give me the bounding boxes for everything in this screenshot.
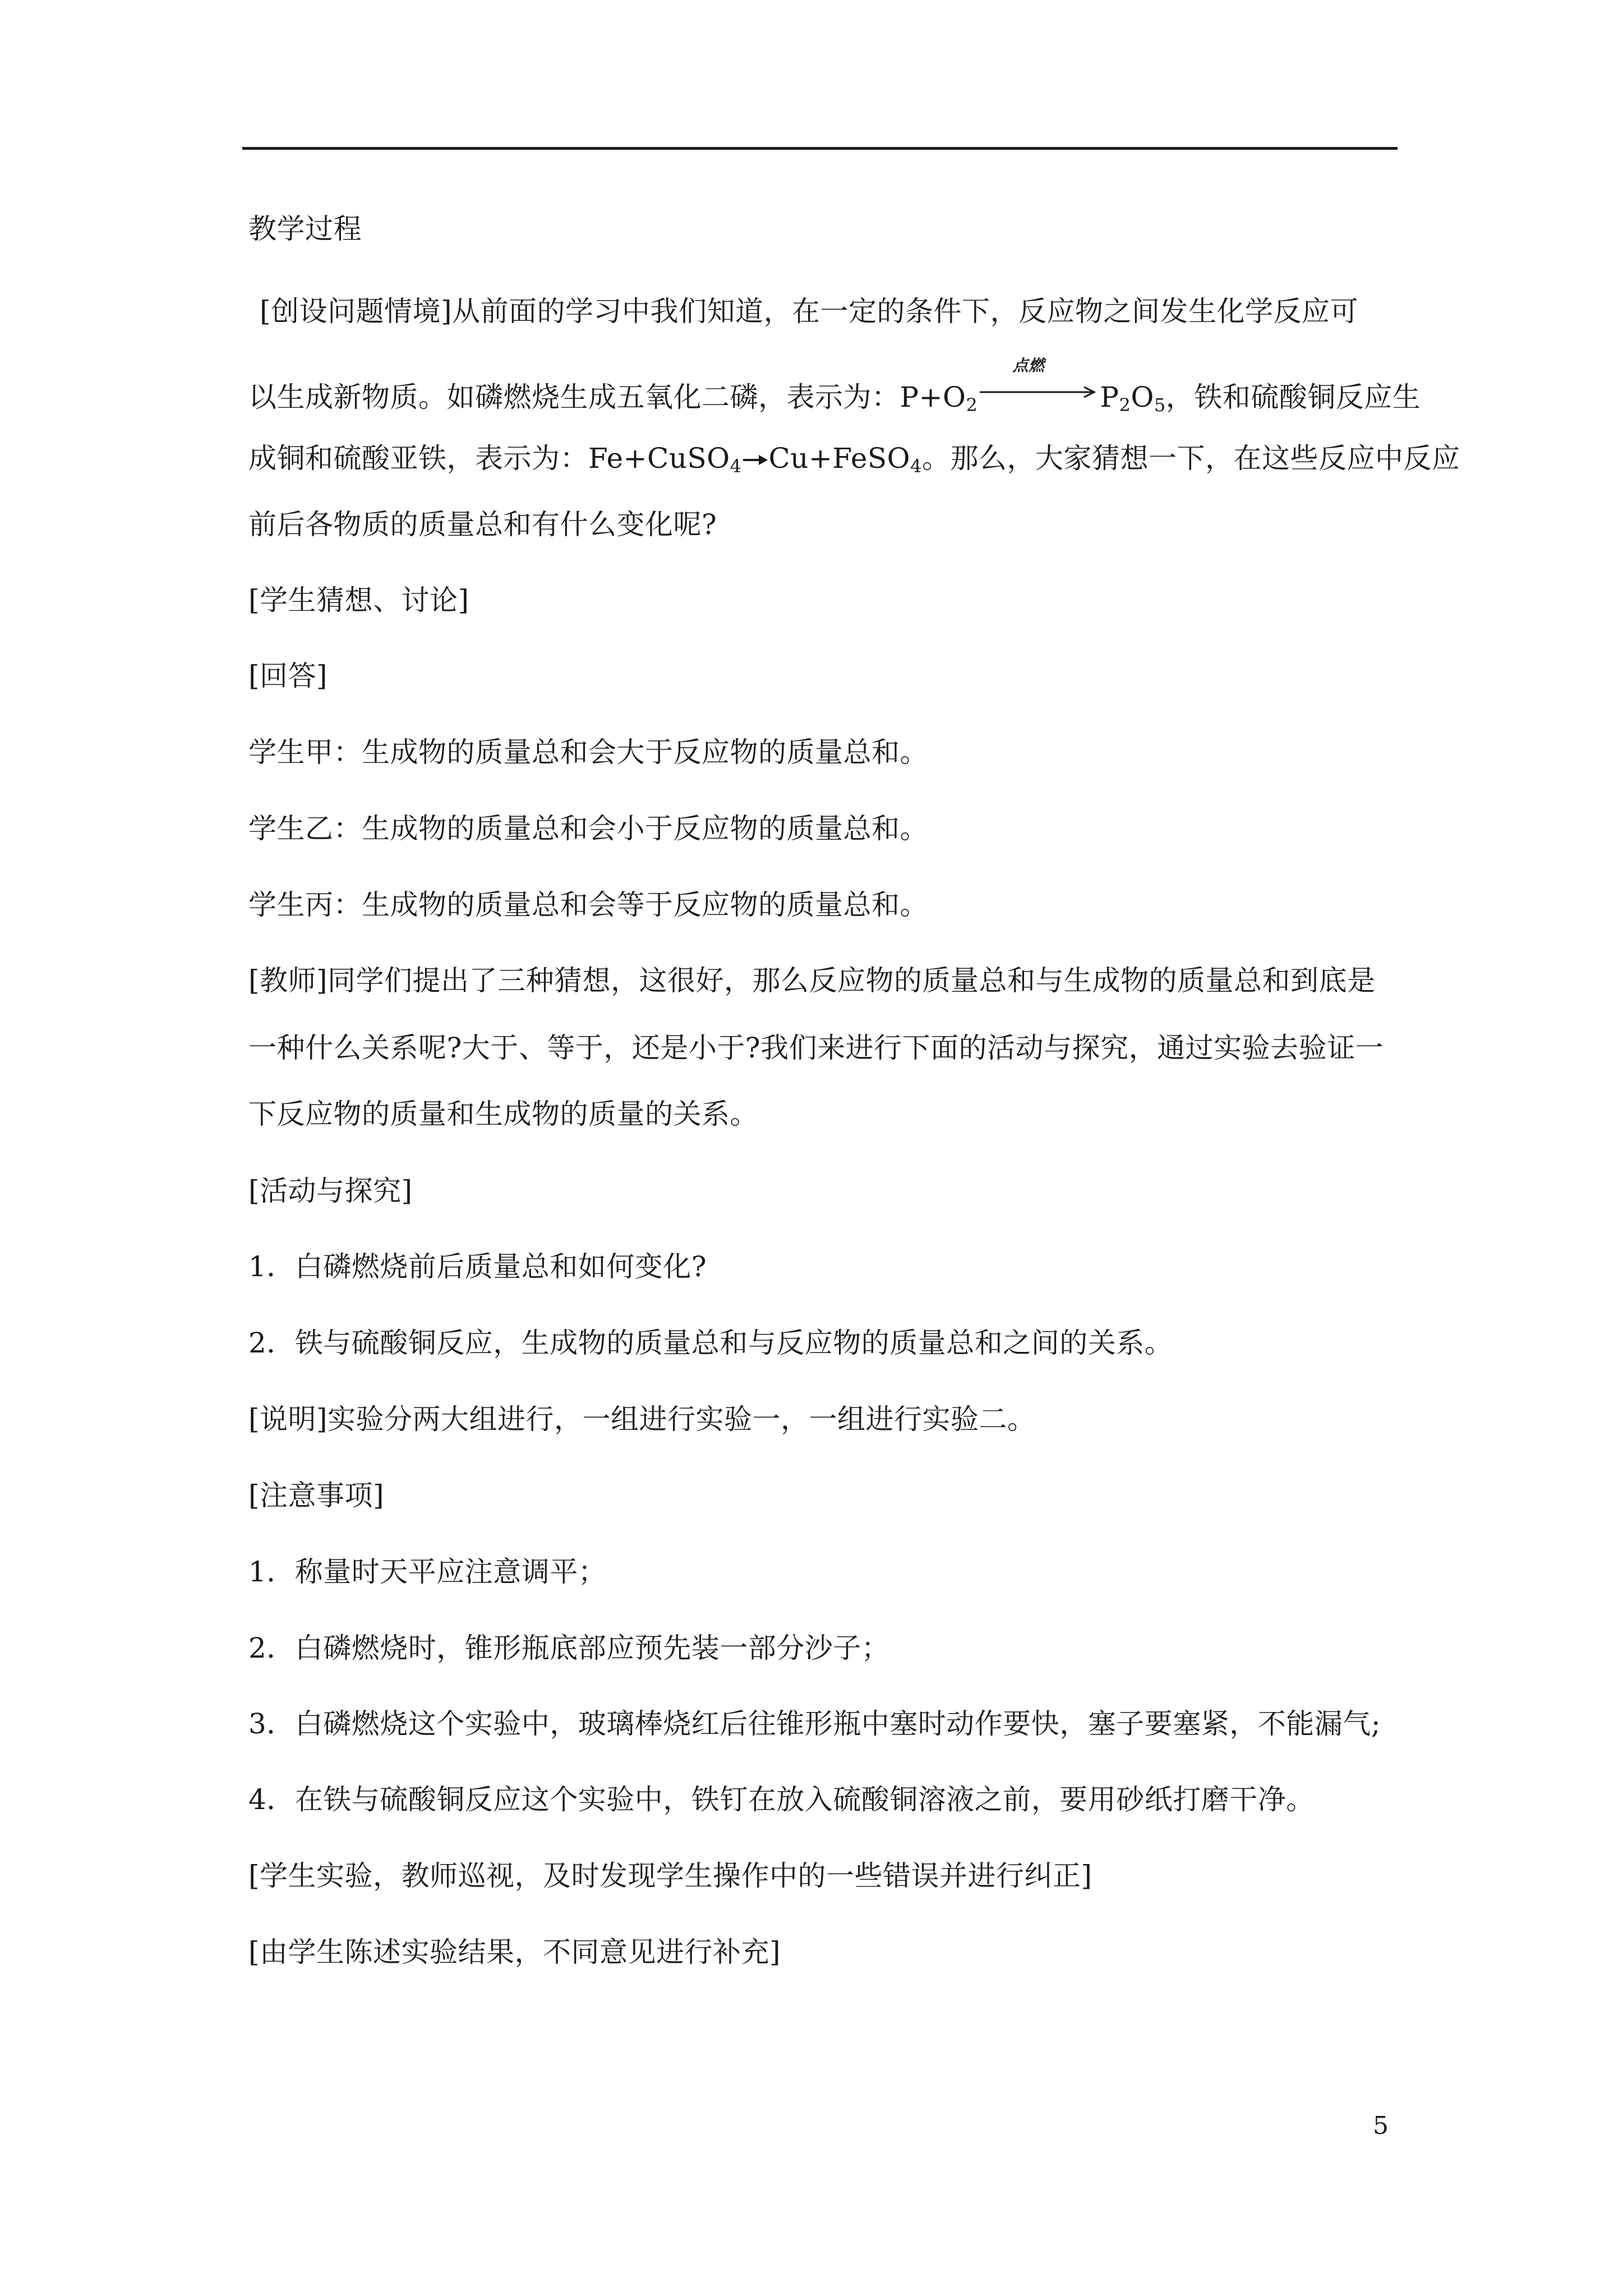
intro-line-2-tail: ，铁和硫酸铜反应生: [1165, 381, 1421, 413]
cuso4-subscript: 4: [730, 455, 742, 477]
p2o5-p: P: [1100, 381, 1119, 413]
reaction-arrow-with-condition: [980, 356, 1098, 399]
intro-line-1: [创设问题情境]从前面的学习中我们知道，在一定的条件下，反应物之间发生化学反应可: [260, 295, 1359, 328]
p2-subscript: 2: [1119, 394, 1131, 416]
note-item-1: 1．称量时天平应注意调平；: [248, 1556, 607, 1588]
intro-line-3-tail: 。那么，大家猜想一下，在这些反应中反应: [922, 442, 1460, 475]
activity-heading: [活动与探究]: [248, 1175, 413, 1207]
intro-line-3-text: 成铜和硫酸亚铁，表示为：Fe+CuSO: [248, 442, 730, 475]
teacher-line-2: 一种什么关系呢?大于、等于，还是小于?我们来进行下面的活动与探究，通过实验去验证一: [248, 1032, 1384, 1064]
section-title: 教学过程: [248, 213, 362, 245]
activity-item-2: 2．铁与硫酸铜反应，生成物的质量总和与反应物的质量总和之间的关系。: [248, 1327, 1173, 1359]
student-experiment: [学生实验，教师巡视，及时发现学生操作中的一些错误并进行纠正]: [248, 1860, 1092, 1892]
header-rule: [242, 147, 1398, 150]
student-a-answer: 学生甲：生成物的质量总和会大于反应物的质量总和。: [248, 736, 928, 769]
activity-item-1: 1．白磷燃烧前后质量总和如何变化?: [248, 1250, 707, 1283]
guess-heading: [学生猜想、讨论]: [248, 584, 469, 616]
intro-line-2: [248, 356, 1421, 416]
intro-line-3: [248, 441, 1460, 475]
notes-heading: [注意事项]: [248, 1479, 385, 1512]
teacher-line-1: [教师]同学们提出了三种猜想，这很好，那么反应物的质量总和与生成物的质量总和到底是: [248, 964, 1376, 997]
teacher-line-3: 下反应物的质量和生成物的质量的关系。: [248, 1098, 758, 1130]
reaction-condition-label: 点燃: [1012, 356, 1045, 375]
note-item-2: 2．白磷燃烧时，锥形瓶底部应预先装一部分沙子；: [248, 1632, 890, 1664]
student-c-answer: 学生丙：生成物的质量总和会等于反应物的质量总和。: [248, 889, 928, 921]
feso4-subscript: 4: [910, 455, 923, 477]
o2-subscript: 2: [966, 394, 978, 416]
student-b-answer: 学生乙：生成物的质量总和会小于反应物的质量总和。: [248, 812, 928, 845]
answer-heading: [回答]: [248, 660, 328, 692]
experiment-results: [由学生陈述实验结果，不同意见进行补充]: [248, 1936, 781, 1968]
o5-subscript: 5: [1154, 394, 1166, 416]
short-arrow-icon: [742, 453, 769, 467]
note-item-3: 3．白磷燃烧这个实验中，玻璃棒烧红后往锥形瓶中塞时动作要快，塞子要塞紧，不能漏气;: [248, 1708, 1381, 1740]
explanation: [说明]实验分两大组进行，一组进行实验一，一组进行实验二。: [248, 1403, 1036, 1435]
note-item-4: 4．在铁与硫酸铜反应这个实验中，铁钉在放入硫酸铜溶液之前，要用砂纸打磨干净。: [248, 1783, 1315, 1816]
p2o5-o: O: [1131, 381, 1154, 413]
long-arrow-icon: [980, 385, 1098, 399]
intro-line-4: 前后各物质的质量总和有什么变化呢?: [248, 508, 717, 541]
page-number: 5: [1373, 2111, 1389, 2140]
intro-line-2-text: 以生成新物质。如磷燃烧生成五氧化二磷，表示为：P+O: [248, 381, 966, 413]
intro-line-3-product: Cu+FeSO: [768, 442, 911, 475]
